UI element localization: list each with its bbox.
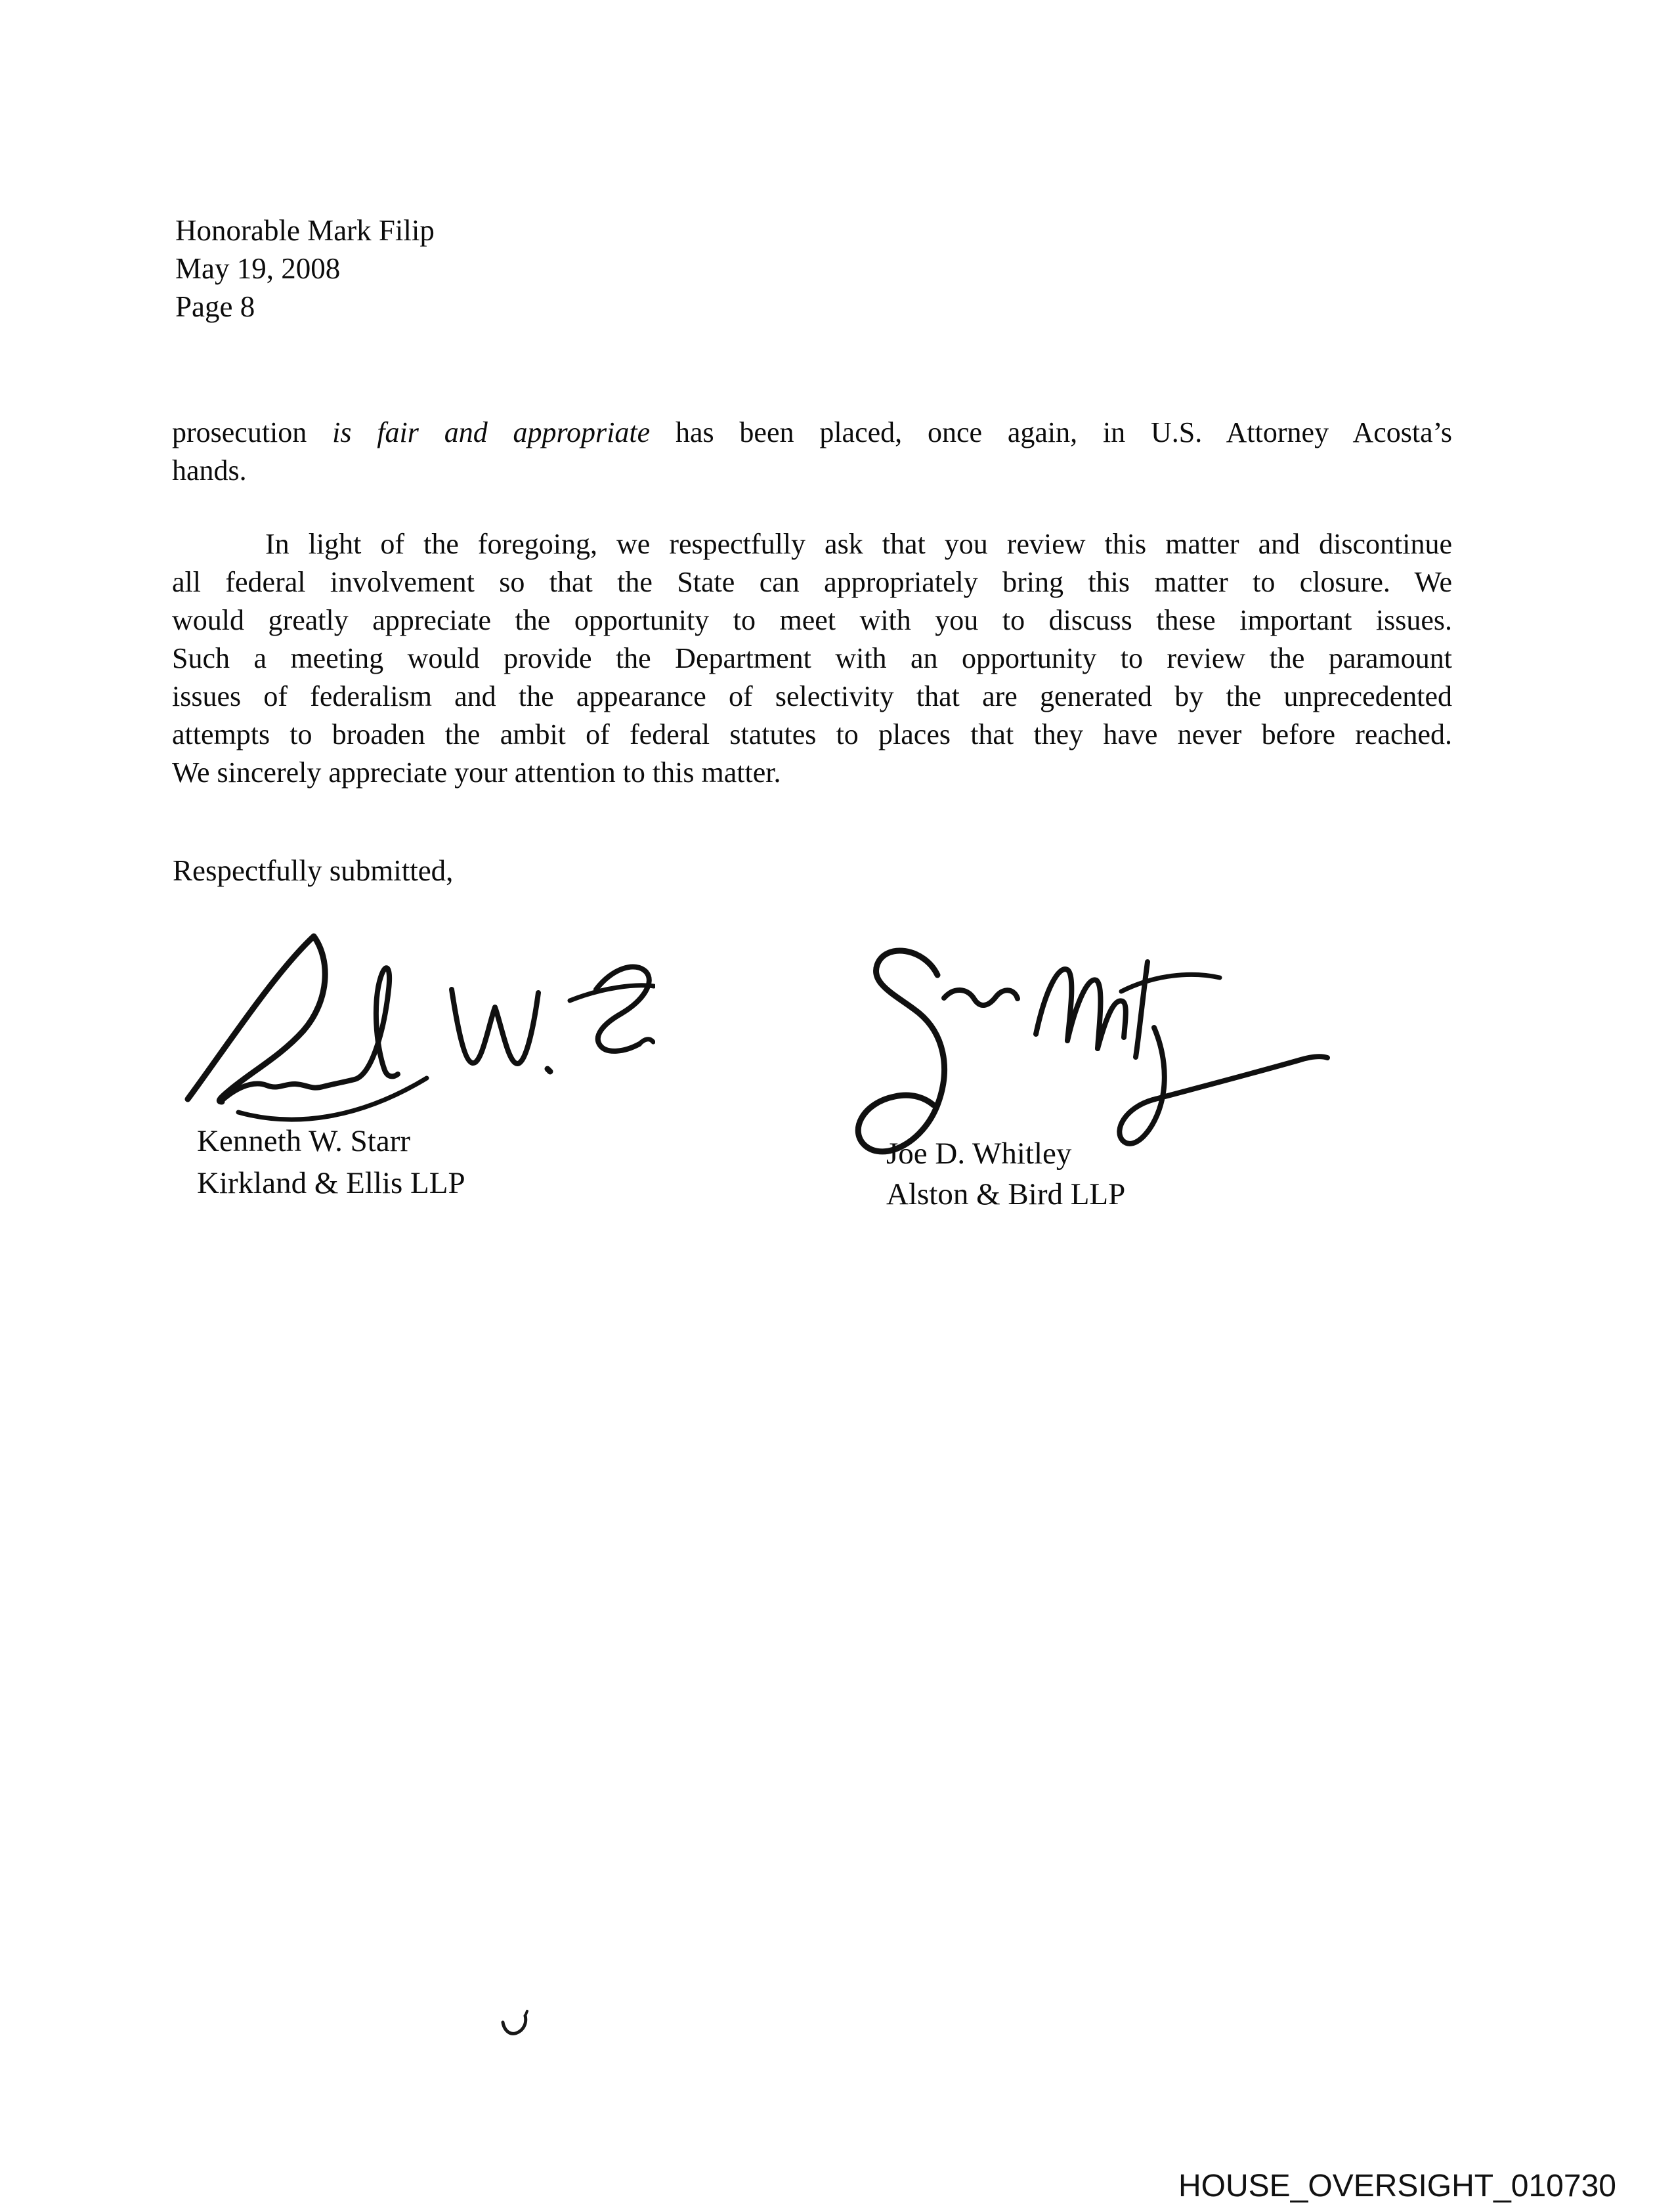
italic-text-run: is fair and appropriate — [332, 416, 651, 448]
paragraph-line: We sincerely appreciate your attention to this matter. — [172, 756, 781, 789]
text-run: has been placed, once again, in U.S. Attorney Acosta’s — [650, 416, 1452, 448]
bates-number: HOUSE_OVERSIGHT_010730 — [1178, 2169, 1616, 2203]
paragraph-line: hands. — [172, 454, 247, 487]
stray-pen-mark — [499, 2008, 532, 2042]
header-page-number: Page 8 — [175, 290, 255, 323]
paragraph-line: issues of federalism and the appearance of selectivity that are generated by the unprecedented — [172, 680, 1452, 712]
paragraph-carryover — [172, 414, 1452, 490]
closing-line: Respectfully submitted, — [173, 854, 454, 887]
signer-block-starr — [197, 1120, 465, 1204]
signer-name: Joe D. Whitley — [886, 1137, 1072, 1171]
header-recipient: Honorable Mark Filip — [175, 214, 435, 247]
header-date: May 19, 2008 — [175, 252, 341, 285]
signer-name: Kenneth W. Starr — [197, 1124, 411, 1158]
paragraph-line: would greatly appreciate the opportunity to meet with you to discuss these important issues. — [172, 604, 1452, 636]
signer-block-whitley — [886, 1133, 1125, 1215]
paragraph-line: all federal involvement so that the State can appropriately bring this matter to closure. We — [172, 566, 1452, 598]
paragraph-request — [172, 525, 1452, 792]
text-run: prosecution — [172, 416, 333, 448]
signature-kenneth-starr-image — [176, 927, 655, 1124]
paragraph-line: Such a meeting would provide the Department with an opportunity to review the paramount — [172, 642, 1452, 674]
letter-header — [175, 211, 435, 326]
signer-firm: Kirkland & Ellis LLP — [197, 1166, 465, 1200]
signer-firm: Alston & Bird LLP — [886, 1177, 1126, 1211]
paragraph-line: attempts to broaden the ambit of federal statutes to places that they have never before reached. — [172, 718, 1452, 750]
paragraph-line: In light of the foregoing, we respectfully ask that you review this matter and discontinue — [265, 528, 1452, 560]
paragraph-line — [172, 414, 1452, 452]
